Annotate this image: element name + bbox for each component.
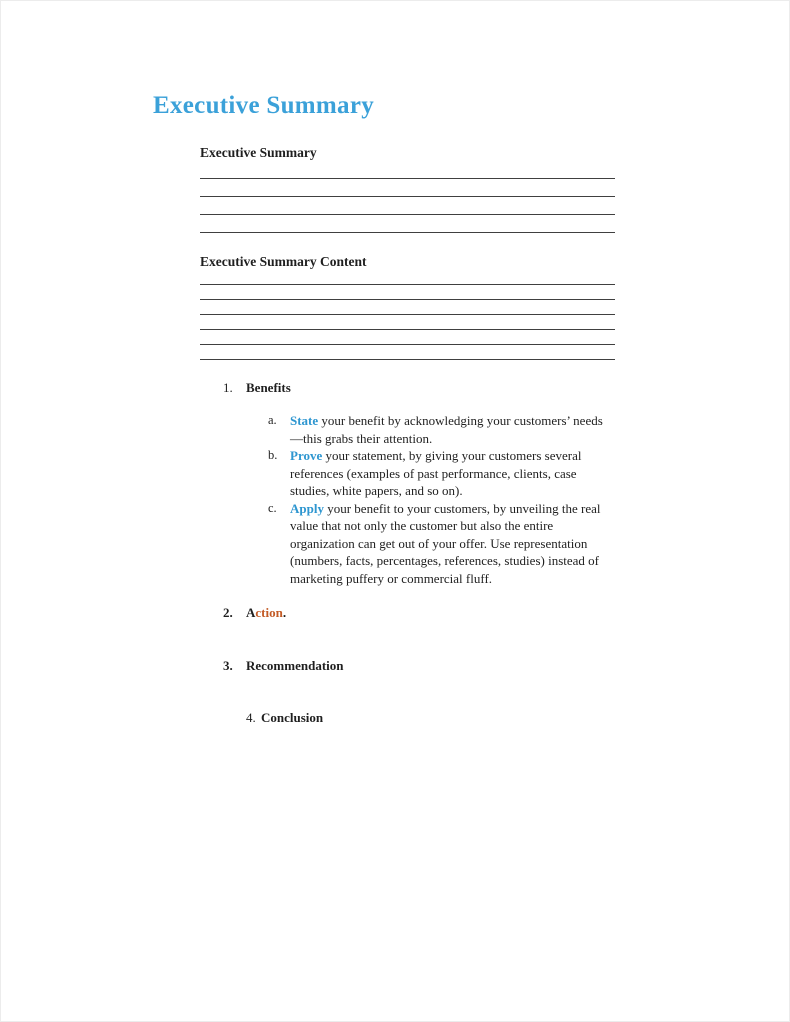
sub-item-keyword: Prove bbox=[290, 448, 323, 463]
sub-item-body: your statement, by giving your customers several references (examples of past performance, clients, case studies, white papers, and so on). bbox=[290, 448, 582, 498]
sub-item-state bbox=[200, 412, 615, 447]
fill-in-lines-group-2 bbox=[200, 270, 615, 360]
blank-line bbox=[200, 179, 615, 197]
blank-line bbox=[200, 197, 615, 215]
numbered-list bbox=[200, 380, 615, 726]
blank-line bbox=[200, 270, 615, 285]
benefits-sub-list bbox=[200, 412, 615, 587]
list-item-action bbox=[200, 605, 615, 621]
blank-line bbox=[200, 300, 615, 315]
sub-item-body: your benefit to your customers, by unveiling the real value that not only the customer but also the entire organization can get out of your offer. Use representation (numbers, facts, percentages, references, studies) instead of marketing puffery or commercial fluff. bbox=[290, 500, 601, 586]
blank-line bbox=[200, 285, 615, 300]
sub-item-marker: a. bbox=[268, 413, 277, 427]
sub-item-marker: c. bbox=[268, 500, 277, 515]
section-executive-summary-content bbox=[200, 254, 615, 360]
sub-item-marker: b. bbox=[268, 448, 278, 462]
list-item-label: Benefits bbox=[246, 380, 291, 395]
list-number: 2. bbox=[223, 605, 233, 620]
list-item-label: Conclusion bbox=[261, 710, 324, 725]
sub-item-text bbox=[290, 412, 610, 447]
section-executive-summary bbox=[200, 145, 615, 233]
action-colored-text: ction bbox=[255, 605, 283, 620]
section-heading-executive-summary-content: Executive Summary Content bbox=[200, 254, 367, 269]
action-suffix: . bbox=[282, 605, 287, 620]
sub-item-apply bbox=[200, 500, 615, 588]
blank-line bbox=[200, 330, 615, 345]
sub-item-prove bbox=[200, 447, 615, 500]
list-item-conclusion bbox=[200, 710, 615, 726]
document-title: Executive Summary bbox=[153, 92, 375, 119]
sub-item-keyword: Apply bbox=[290, 500, 324, 516]
list-item-label bbox=[246, 605, 286, 621]
fill-in-lines-group-1 bbox=[200, 161, 615, 233]
sub-item-text bbox=[290, 447, 610, 500]
list-item-label: Recommendation bbox=[246, 658, 344, 673]
blank-line bbox=[200, 161, 615, 179]
action-prefix: A bbox=[246, 605, 256, 620]
list-number: 3. bbox=[223, 658, 233, 673]
sub-item-text bbox=[290, 500, 610, 588]
sub-item-keyword: State bbox=[290, 413, 319, 428]
sub-item-body: your benefit by acknowledging your customers’ needs—this grabs their attention. bbox=[290, 413, 603, 446]
document-body bbox=[200, 145, 615, 726]
blank-line bbox=[200, 345, 615, 360]
list-number: 1. bbox=[223, 380, 233, 395]
list-number: 4. bbox=[246, 710, 256, 725]
list-item-benefits bbox=[200, 380, 615, 396]
list-item-recommendation bbox=[200, 658, 615, 674]
blank-line bbox=[200, 215, 615, 233]
blank-line bbox=[200, 315, 615, 330]
section-heading-executive-summary: Executive Summary bbox=[200, 145, 317, 160]
